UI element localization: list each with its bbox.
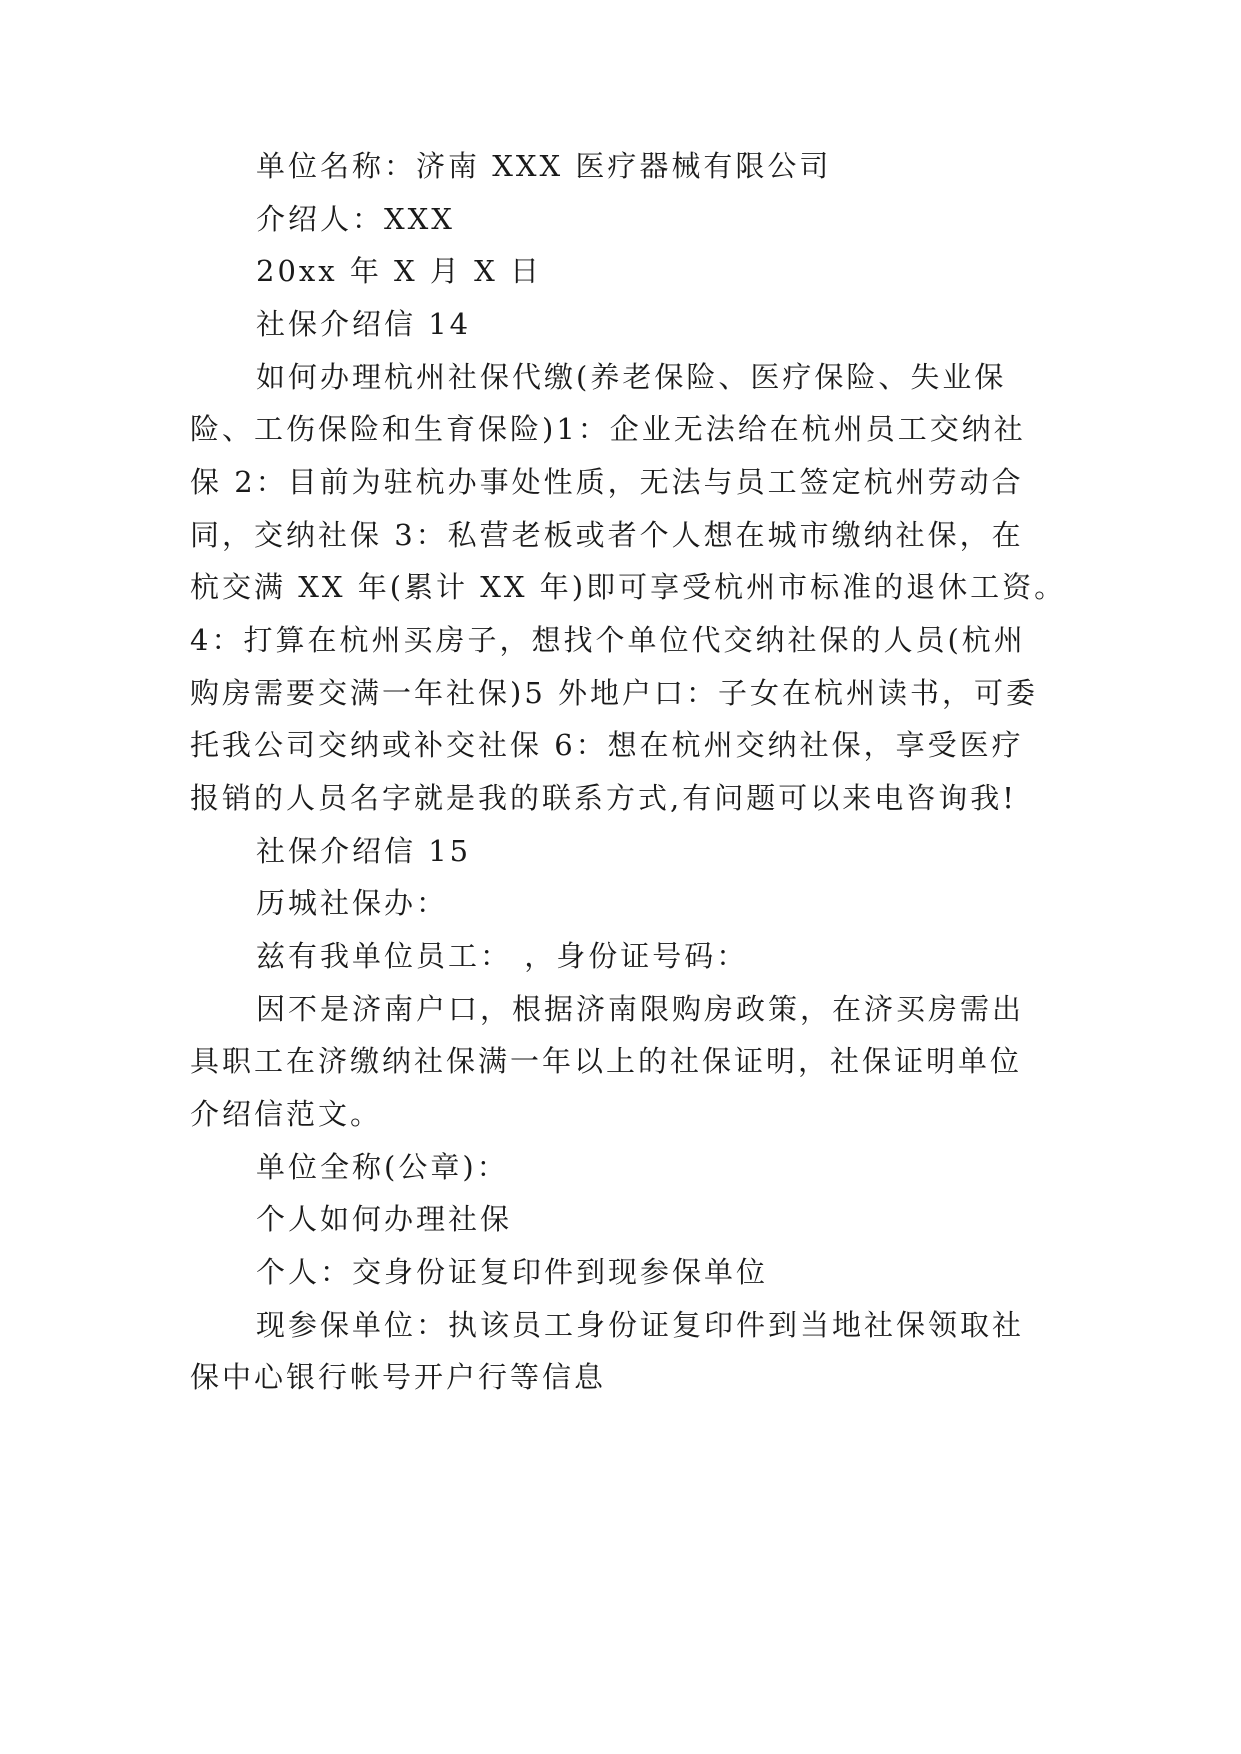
paragraph-line: 个人：交身份证复印件到现参保单位 [256, 1255, 769, 1289]
paragraph-line: 现参保单位：执该员工身份证复印件到当地社保领取社 [256, 1308, 1025, 1342]
paragraph-line: 如何办理杭州社保代缴(养老保险、医疗保险、失业保 [256, 360, 1007, 394]
addressee-line: 历城社保办： [256, 886, 449, 920]
paragraph-line: 报销的人员名字就是我的联系方式,有问题可以来电咨询我! [190, 781, 1017, 815]
section-heading-15: 社保介绍信 15 [256, 834, 472, 868]
paragraph-line: 4：打算在杭州买房子，想找个单位代交纳社保的人员(杭州 [190, 623, 1026, 657]
paragraph-line: 同，交纳社保 3：私营老板或者个人想在城市缴纳社保，在 [190, 518, 1024, 552]
paragraph-line: 具职工在济缴纳社保满一年以上的社保证明，社保证明单位 [190, 1044, 1023, 1078]
paragraph-line: 购房需要交满一年社保)5 外地户口：子女在杭州读书，可委 [190, 676, 1038, 710]
seal-line: 单位全称(公章)： [256, 1150, 509, 1184]
section-heading-14: 社保介绍信 14 [256, 307, 472, 341]
paragraph-line: 险、工伤保险和生育保险)1：企业无法给在杭州员工交纳社 [190, 412, 1026, 446]
subheading-line: 个人如何办理社保 [256, 1202, 513, 1236]
paragraph-line: 托我公司交纳或补交社保 6：想在杭州交纳社保，享受医疗 [190, 728, 1024, 762]
introducer-line: 介绍人：XXX [256, 202, 455, 236]
paragraph-line: 保中心银行帐号开户行等信息 [190, 1360, 607, 1394]
paragraph-line: 介绍信范文。 [190, 1097, 383, 1131]
company-name-line: 单位名称：济南 XXX 医疗器械有限公司 [256, 149, 832, 183]
paragraph-line: 因不是济南户口，根据济南限购房政策，在济买房需出 [256, 992, 1025, 1026]
paragraph-line: 杭交满 XX 年(累计 XX 年)即可享受杭州市标准的退休工资。 [190, 570, 1067, 604]
employee-line: 兹有我单位员工： ，身份证号码： [256, 939, 749, 973]
paragraph-line: 保 2：目前为驻杭办事处性质，无法与员工签定杭州劳动合 [190, 465, 1024, 499]
date-line: 20xx 年 X 月 X 日 [256, 254, 542, 288]
